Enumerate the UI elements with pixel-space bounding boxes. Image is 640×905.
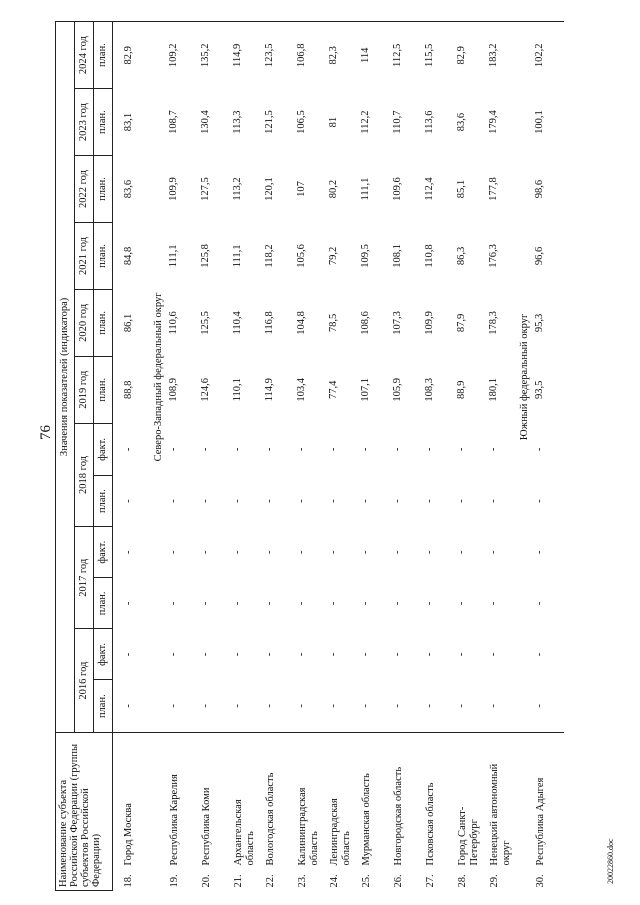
table-row [532, 22, 564, 891]
row-number: 28. [457, 874, 468, 888]
subject-name: Вологодская область [265, 772, 276, 866]
row-number: 20. [201, 874, 212, 888]
subject-name: Город Москва [123, 803, 134, 866]
value-cell: - [360, 447, 371, 452]
values-group-header: Значения показателей (индикатора) [56, 22, 75, 733]
value-cell: 100,1 [534, 110, 545, 134]
value-cell: 78,5 [328, 313, 339, 333]
value-cell: - [264, 499, 275, 503]
value-cell: 85,1 [456, 179, 467, 199]
value-cell: - [534, 704, 545, 708]
value-cell: - [123, 447, 134, 452]
year-header: 2022 год [75, 156, 94, 223]
value-cell: 111,1 [360, 177, 371, 201]
plan-header: план. [94, 356, 113, 423]
value-cell: 88,9 [456, 380, 467, 399]
table-row [166, 22, 198, 891]
value-cell: - [534, 601, 545, 606]
value-cell: - [424, 601, 435, 606]
value-cell: - [123, 704, 134, 708]
value-cell: - [264, 601, 275, 606]
value-cell: 83,1 [123, 112, 134, 132]
value-cell: - [168, 652, 179, 657]
district-row [152, 22, 166, 891]
value-cell: 114,9 [230, 22, 262, 89]
value-cell: 183,2 [486, 22, 518, 89]
value-cell: 120,1 [264, 177, 275, 201]
value-cell: 77,4 [328, 380, 339, 399]
value-cell: - [534, 652, 545, 657]
value-cell: 178,3 [488, 311, 499, 335]
subject-name: Город Санкт-Петербург [457, 806, 480, 866]
value-cell: - [168, 447, 179, 452]
subject-column-header: Наименование субъекта Российской Федерации (группы субъектов Российской Федерации) [56, 732, 113, 890]
value-cell: - [123, 601, 134, 606]
value-cell: 107,1 [360, 377, 371, 402]
value-cell: 110,4 [232, 311, 243, 335]
value-cell: 104,8 [296, 311, 307, 335]
district-row [518, 22, 532, 891]
table-row [422, 22, 454, 891]
federal-district-heading: Северо-Западный федеральный округ [152, 22, 166, 733]
value-cell: 80,2 [328, 179, 339, 199]
value-cell: 82,3 [326, 22, 358, 89]
value-cell: 114,9 [264, 378, 275, 402]
fact-header: факт. [94, 423, 113, 475]
value-cell: - [200, 447, 211, 452]
value-cell: - [232, 704, 243, 708]
value-cell: 110,7 [392, 110, 403, 134]
value-cell: - [328, 499, 339, 503]
value-cell: - [328, 601, 339, 606]
subject-name-cell [262, 732, 294, 890]
value-cell: 112,2 [360, 110, 371, 134]
subject-name: Ленинградская область [329, 798, 352, 866]
value-cell: - [488, 550, 499, 554]
value-cell: - [360, 550, 371, 554]
value-cell: - [488, 499, 499, 503]
value-cell: - [488, 704, 499, 708]
row-number: 24. [329, 874, 340, 888]
value-cell: 88,8 [123, 380, 134, 399]
value-cell: - [123, 499, 134, 503]
value-cell: - [392, 704, 403, 708]
plan-header: план. [94, 578, 113, 629]
subject-name-cell [166, 732, 198, 890]
subject-name-cell [230, 732, 262, 890]
value-cell: 103,4 [296, 377, 307, 402]
value-cell: 108,7 [168, 110, 179, 134]
value-cell: 127,5 [200, 177, 211, 201]
value-cell: 96,6 [534, 246, 545, 266]
row-number: 30. [535, 874, 546, 888]
subject-name: Новгородская область [393, 766, 404, 866]
value-cell: 98,6 [534, 179, 545, 199]
row-number: 23. [297, 874, 308, 888]
value-cell: 110,6 [168, 311, 179, 335]
rotated-table-container [55, 21, 600, 891]
value-cell: 83,6 [456, 112, 467, 132]
value-cell: - [392, 499, 403, 503]
value-cell: - [360, 601, 371, 606]
value-cell: - [264, 652, 275, 657]
year-header: 2019 год [75, 356, 94, 423]
year-header: 2024 год [75, 22, 94, 89]
value-cell: 125,5 [200, 311, 211, 335]
value-cell: 102,2 [532, 22, 564, 89]
value-cell: 111,1 [168, 244, 179, 268]
value-cell: - [392, 652, 403, 657]
subject-name: Архангельская область [233, 799, 256, 866]
value-cell: 112,4 [424, 177, 435, 201]
value-cell: 123,5 [262, 22, 294, 89]
value-cell: - [360, 704, 371, 708]
value-cell: - [296, 601, 307, 606]
row-number: 18. [123, 874, 134, 888]
value-cell: 135,2 [198, 22, 230, 89]
row-number: 26. [393, 874, 404, 888]
plan-header: план. [94, 476, 113, 527]
subject-name: Ненецкий автономный округ [489, 763, 512, 866]
row-number: 27. [425, 874, 436, 888]
value-cell: - [456, 652, 467, 657]
value-cell: - [168, 704, 179, 708]
value-cell: - [232, 601, 243, 606]
subject-name-cell [294, 732, 326, 890]
value-cell: 113,6 [424, 110, 435, 134]
row-number: 25. [361, 874, 372, 888]
row-number: 19. [169, 874, 180, 888]
value-cell: 105,6 [296, 244, 307, 268]
document-filename: 20022860.doc [606, 838, 615, 884]
value-cell: - [456, 704, 467, 708]
value-cell: 112,5 [390, 22, 422, 89]
value-cell: 109,5 [360, 244, 371, 268]
value-cell: - [296, 447, 307, 452]
table-row [294, 22, 326, 891]
year-header: 2021 год [75, 222, 94, 289]
value-cell: 109,2 [166, 22, 198, 89]
value-cell: 108,9 [168, 377, 179, 402]
plan-header: план. [94, 156, 113, 223]
value-cell: 110,8 [424, 244, 435, 268]
year-header: 2023 год [75, 89, 94, 156]
value-cell: - [232, 652, 243, 657]
value-cell: 95,3 [534, 313, 545, 333]
value-cell: - [200, 652, 211, 657]
value-cell: 82,9 [454, 22, 486, 89]
subject-name-cell [422, 732, 454, 890]
federal-district-heading: Южный федеральный округ [518, 22, 532, 733]
value-cell: - [200, 601, 211, 606]
plan-header: план. [94, 89, 113, 156]
subject-name: Республика Коми [201, 787, 212, 866]
value-cell: - [296, 652, 307, 657]
value-cell: - [424, 704, 435, 708]
subject-name-cell [454, 732, 486, 890]
value-cell: - [328, 652, 339, 657]
subject-name: Мурманская область [361, 773, 372, 866]
value-cell: 82,9 [113, 22, 153, 89]
value-cell: - [168, 550, 179, 554]
value-cell: 109,9 [424, 311, 435, 335]
value-cell: 87,9 [456, 313, 467, 333]
value-cell: 84,8 [123, 246, 134, 266]
value-cell: 108,6 [360, 311, 371, 335]
year-header: 2018 год [75, 423, 94, 526]
value-cell: 108,1 [392, 244, 403, 268]
value-cell: - [392, 601, 403, 606]
table-row [486, 22, 518, 891]
subject-name-cell [486, 732, 518, 890]
value-cell: 116,8 [264, 311, 275, 335]
value-cell: - [424, 499, 435, 503]
value-cell: 86,1 [123, 313, 134, 333]
value-cell: - [534, 499, 545, 503]
subject-name: Калининградская область [297, 787, 320, 866]
value-cell: 177,8 [488, 177, 499, 201]
year-header: 2020 год [75, 289, 94, 356]
value-cell: - [264, 704, 275, 708]
value-cell: - [424, 652, 435, 657]
fact-header: факт. [94, 629, 113, 680]
table-row [390, 22, 422, 891]
fact-header: факт. [94, 527, 113, 578]
value-cell: - [534, 447, 545, 452]
indicator-table [55, 21, 564, 891]
row-number: 29. [489, 874, 500, 888]
value-cell: 118,2 [264, 244, 275, 268]
subject-name-cell [390, 732, 422, 890]
plan-header: план. [94, 289, 113, 356]
page-number: 76 [38, 425, 54, 440]
value-cell: 114 [358, 22, 390, 89]
value-cell: 113,2 [232, 177, 243, 201]
value-cell: 81 [328, 116, 339, 128]
plan-header: план. [94, 680, 113, 732]
table-row [230, 22, 262, 891]
plan-header: план. [94, 222, 113, 289]
value-cell: 109,9 [168, 177, 179, 201]
value-cell: - [392, 550, 403, 554]
table-row [262, 22, 294, 891]
value-cell: - [168, 499, 179, 503]
value-cell: - [200, 499, 211, 503]
value-cell: - [328, 550, 339, 554]
value-cell: 115,5 [422, 22, 454, 89]
value-cell: - [328, 704, 339, 708]
value-cell: 113,3 [232, 110, 243, 134]
value-cell: - [456, 601, 467, 606]
value-cell: - [488, 652, 499, 657]
value-cell: 109,6 [392, 177, 403, 201]
subject-name-cell [113, 732, 153, 890]
value-cell: - [360, 652, 371, 657]
subject-name-cell [358, 732, 390, 890]
value-cell: 86,3 [456, 246, 467, 266]
table-row [113, 22, 153, 891]
plan-header: план. [94, 22, 113, 89]
value-cell: 106,5 [296, 110, 307, 134]
district-spacer [152, 732, 166, 890]
value-cell: - [360, 499, 371, 503]
value-cell: - [232, 499, 243, 503]
value-cell: 180,1 [488, 377, 499, 402]
year-header: 2016 год [75, 629, 94, 732]
value-cell: - [232, 447, 243, 452]
value-cell: - [123, 652, 134, 657]
table-row [326, 22, 358, 891]
value-cell: - [534, 550, 545, 554]
value-cell: - [328, 447, 339, 452]
value-cell: - [200, 704, 211, 708]
value-cell: - [123, 550, 134, 554]
value-cell: 107 [296, 181, 307, 197]
value-cell: - [424, 550, 435, 554]
value-cell: 121,5 [264, 110, 275, 134]
value-cell: - [200, 550, 211, 554]
value-cell: 93,5 [534, 380, 545, 399]
year-header: 2017 год [75, 527, 94, 629]
value-cell: - [488, 447, 499, 452]
value-cell: - [296, 550, 307, 554]
value-cell: 176,3 [488, 244, 499, 268]
value-cell: - [264, 447, 275, 452]
table-row [358, 22, 390, 891]
table-row [454, 22, 486, 891]
value-cell: - [232, 550, 243, 554]
value-cell: - [456, 499, 467, 503]
value-cell: 79,2 [328, 246, 339, 266]
value-cell: - [392, 447, 403, 452]
value-cell: - [456, 550, 467, 554]
value-cell: 106,8 [294, 22, 326, 89]
subject-name: Республика Адыгея [535, 777, 546, 866]
district-spacer [518, 732, 532, 890]
value-cell: 107,3 [392, 311, 403, 335]
row-number: 21. [233, 874, 244, 888]
value-cell: - [456, 447, 467, 452]
value-cell: 108,3 [424, 377, 435, 402]
subject-name: Республика Карелия [169, 774, 180, 866]
value-cell: - [296, 704, 307, 708]
value-cell: - [168, 601, 179, 606]
value-cell: - [296, 499, 307, 503]
value-cell: - [264, 550, 275, 554]
subject-name-cell [326, 732, 358, 890]
value-cell: 130,4 [200, 110, 211, 134]
value-cell: 179,4 [488, 110, 499, 134]
value-cell: 83,6 [123, 179, 134, 199]
value-cell: - [424, 447, 435, 452]
value-cell: 110,1 [232, 378, 243, 402]
subject-name-cell [198, 732, 230, 890]
value-cell: 124,6 [200, 377, 211, 402]
value-cell: 105,9 [392, 377, 403, 402]
table-row [198, 22, 230, 891]
subject-name: Псковская область [425, 782, 436, 866]
subject-name-cell [532, 732, 564, 890]
row-number: 22. [265, 874, 276, 888]
value-cell: - [488, 601, 499, 606]
value-cell: 111,1 [232, 244, 243, 268]
value-cell: 125,8 [200, 244, 211, 268]
